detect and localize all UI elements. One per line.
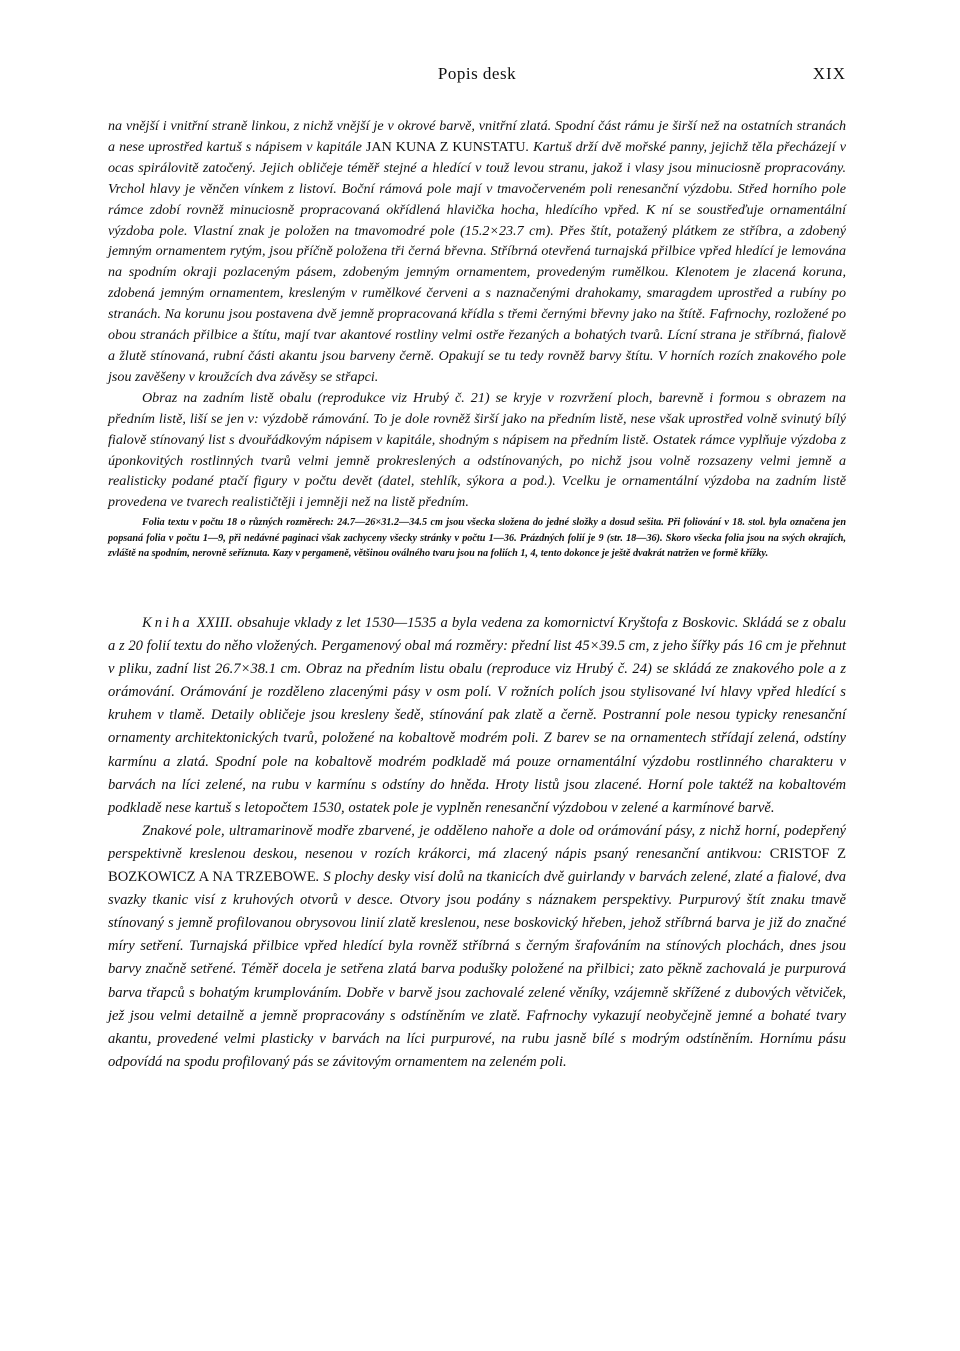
inscription-caps: CRISTOF Z BOZKOWICZ A NA TRZEBOWE bbox=[108, 845, 846, 886]
paragraph-coat-of-arms bbox=[108, 820, 846, 1074]
inscription-caps: JAN KUNA Z KUNSTATU bbox=[365, 138, 526, 155]
paragraph-text: Znakové pole, ultramarinově modře zbarvené, je odděleno nahoře a dole od orámování pásy, z nichž horní, podepřený perspektivně kreslenou deskou, nesenou v rozích krákorci, má zlacený nápis psaný renesanční antikvou: bbox=[108, 822, 846, 862]
page bbox=[108, 58, 846, 1074]
section-book-xxii-continued bbox=[108, 116, 846, 562]
paragraph-book-xxiii-intro bbox=[108, 612, 846, 820]
paragraph-text: . S plochy desky visí dolů na tkanicích dvě guirlandy v barvách zelené, zlaté a fialové, dva svazky tkanic visí z kruhových otvorů v desce. Otvory jsou podány s náznakem perspektivy. Purpurový štít znaku tmavě stínovaný s jemně profilovanou obrysovou linií zlatě kreslenou, nese boskovický hřeben, jehož stříbrná barva je již do značné míry setření. Turnajská přilbice vpřed hledící byla rovněž stříbrná s černým šrafováním na stínových plochách, dnes jsou barvy značně setřené. Téměř docela je setřena zlatá barva podušky položené na přilbici; zato pěkně zachovalá je purpurová barva třapců s bohatým krumplováním. Dobře v barvě jsou zachovalé zelené věníky, vzájemně skřížené z dubových větviček, jež jsou velmi detailně a jemně propracovány s odstíněním ve zlatě. Fafrnochy vykazují neobyčejně jemné a bohaté tvary akantu, provedené velmi plasticky v barvách na líci purpurové, na rubu jasně bílé s modrým odstíněním. Hornímu pásu odpovídá na spodu profilovaný pás se závitovým ornamentem na zeleném poli. bbox=[108, 869, 847, 1070]
book-heading: Kniha bbox=[142, 615, 193, 631]
paragraph-text: XXIII. obsahuje vklady z let 1530—1535 a byla vedena za komornictví Kryštofa z Boskovic. Skládá se z obalu a z 20 folií textu do něho vložených. Pergamenový obal má rozměry: přední list 45×39.5 cm, z jeho šířky pás 16 cm je přehnut v pliku, zadní list 26.7×38.1 cm. Obraz na předním listu obalu (reproduce viz Hrubý č. 24) se skládá ze znakového pole a z orámování. Orámování je rozděleno zlacenými pásy v osm polí. V rožních polích jsou stylisované lví hlavy vpřed hledící s kruhem v tlamě. Detaily obličeje jsou kresleny šedě, stínování pak zlatě a černě. Postranní pole nesou typicky renesanční ornamenty architektonických tvarů, položené na kobaltově modrém poli. Z barev se na ornamentech střídají zelená, odstíny karmínu a zlatá. Spodní pole na kobaltově modrém podkladě má pouze ornamentální výzdobu rostlinného charakteru v barvách na líci zelené, na rubu v karmínu s odstíny do hněda. Hroty listů jsou zlacené. Horní pole taktéž na kobaltovém podkladě nese kartuš s letopočtem 1530, ostatek pole je vyplněn renesanční výzdobou v zelené a karmínové barvě. bbox=[108, 615, 846, 816]
paragraph-text: na vnější i vnitřní straně linkou, z nichž vnější je v okrové barvě, vnitřní zlatá. Spodní část rámu je širší než na ostatních stranách a nese uprostřed kartuš s nápisem v kapitále bbox=[108, 118, 846, 155]
paragraph-text: . Kartuš drží dvě mořské panny, jejichž těla přecházejí v ocas spirálovitě zatočený. Jejich obličeje téměř stejné a hledící v touž levou stranu, jakož i vlasy jsou minuciosně propracovány. Vrchol hlavy je věnčen vínkem z listoví. Boční rámová pole mají v tmavočerveném poli renesanční výzdobu. Střed horního pole rámce zdobí rovněž minuciosně propracovaná okřídlená hlavička hocha, hledícího vpřed. K ní se soustřeďuje ornamentální výzdoba pole. Vlastní znak je položen na tmavomodré pole (15.2×23.7 cm). Přes štít, potažený plátkem ze stříbra, a zdobený jemným ornamentem rytým, jsou příčně položena tři černá břevna. Stříbrná otevřená turnajská přilbice vpřed hledící je lemována na spodním okraji pozlaceným pásem, zdobeným jemným ornamentem, provedeným rumělkou. Klenotem je zlacená koruna, zdobená jemným ornamentem, kresleným v rumělkové červeni a s naznačenými drahokamy, smaragdem uprostřed a rubíny po stranách. Na korunu jsou postavena dvě jemně propracovaná křídla s třemi černými břevny jako na štítě. Fafrnochy, rozložené po obou stranách přilbice a štítu, mají tvar akantové rostliny velmi ostře řezaných a bohatých tvarů. Lícní strana je stříbrná, fialově a žlutě stínovaná, rubní části akantu jsou barveny černě. Opakují se tu tedy rovněž barvy štítu. V horních rozích znakového pole jsou zavěšeny v kroužcích dva závěsy se střapci. bbox=[108, 138, 846, 385]
page-number: XIX bbox=[812, 64, 846, 83]
section-book-xxiii bbox=[108, 612, 846, 1074]
running-title: Popis desk bbox=[437, 64, 517, 83]
running-header bbox=[108, 58, 846, 88]
paragraph-front-cover-description bbox=[108, 116, 846, 388]
paragraph-back-cover-description: Obraz na zadním listě obalu (reprodukce viz Hrubý č. 21) se kryje v rozvržení ploch, barevně i formou s obrazem na předním listě, liší se jen v: výzdobě rámování. To je dole rovněž širší jako na předním listě, nese však uprostřed volně svinutý bílý fialově stínovaný list s dvouřádkovým nápisem v kapitále, shodným s nápisem na předním listě. Ostatek rámce vyplňuje výzdoba z úponkovitých rostlinných tvarů velmi jemně prokreslených a odstínovaných, po nichž jsou volně rozsazeny velmi jemně a realisticky podané ptačí figury v počtu devět (datel, stehlík, sýkora a pod.). Vcelku je ornamentální výzdoba na zadním listě provedena ve tvarech realističtěji i jemněji než na listě předním. bbox=[108, 389, 846, 511]
footnote-folia: Folia textu v počtu 18 o různých rozměrech: 24.7—26×31.2—34.5 cm jsou všecka složena do jedné složky a dosud sešita. Při foliování v 18. stol. byla označena jen popsaná folia v počtu 1—9, při nedávné paginaci však zachyceny všecky stránky v počtu 1—36. Prázdných folií je 9 (str. 18—36). Skoro všecka folia jsou na svých okrajích, zvláště na spodním, nerovně seříznuta. Kazy v pergameně, většinou oválného tvaru jsou na foliích 1, 4, tento dokonce je ještě dvakrát natržen ve formě křížky. bbox=[108, 517, 846, 560]
